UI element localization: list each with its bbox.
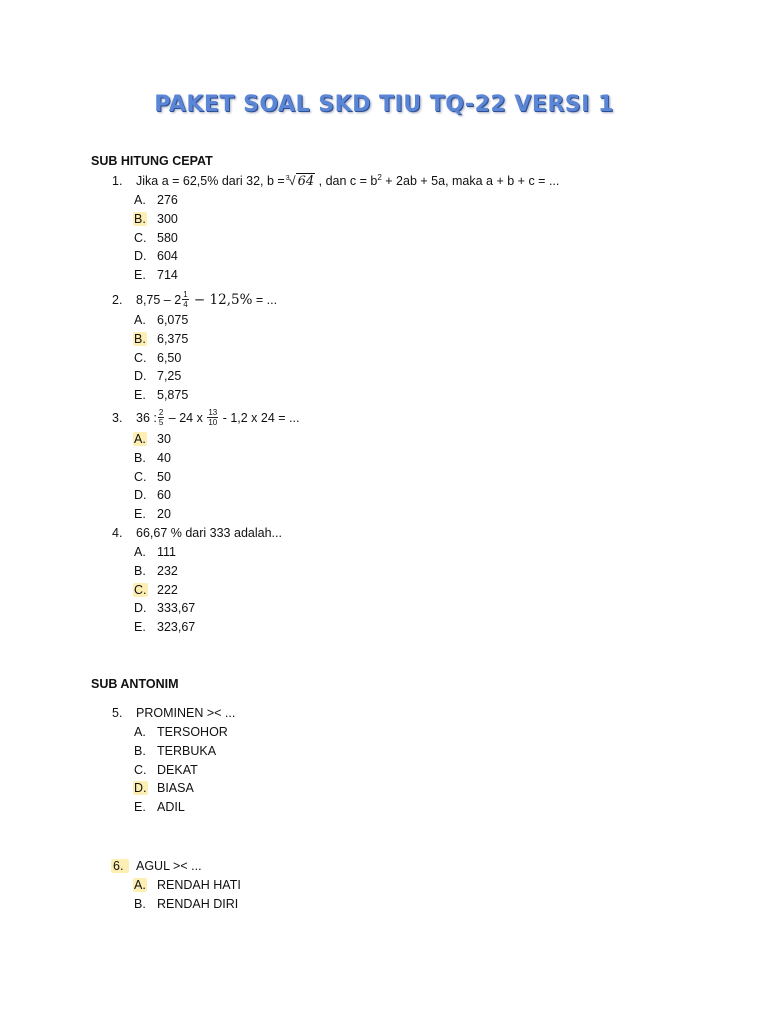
option-d[interactable] [134, 247, 672, 266]
option-value: ADIL [157, 800, 185, 815]
fraction [158, 408, 164, 427]
option-value: 333,67 [157, 601, 196, 616]
option-value: 30 [157, 432, 171, 446]
option-letter [134, 779, 157, 798]
question-3 [112, 407, 672, 524]
option-value: TERBUKA [157, 743, 217, 758]
option-c[interactable] [134, 761, 672, 780]
option-value: 6,50 [157, 350, 182, 365]
answer-highlight: B. [134, 211, 146, 226]
fraction-numerator: 13 [208, 408, 218, 418]
option-a[interactable] [134, 311, 672, 330]
option-letter: E. [134, 388, 146, 403]
fraction-denominator: 5 [158, 418, 164, 428]
question-number: 1. [112, 174, 123, 188]
question-number [112, 857, 136, 876]
option-value: 580 [157, 230, 178, 245]
option-value: 50 [157, 469, 171, 484]
option-letter [134, 581, 157, 600]
root-index: 3 [285, 175, 290, 182]
question-5 [112, 704, 672, 817]
question-6-stem [112, 857, 672, 876]
option-d[interactable] [134, 779, 672, 798]
fraction [182, 290, 188, 309]
option-value: 714 [157, 268, 178, 283]
option-d[interactable] [134, 367, 672, 386]
option-value: 323,67 [157, 620, 196, 635]
option-e[interactable] [134, 266, 672, 285]
option-a[interactable] [134, 430, 672, 449]
stem-part: = ... [252, 293, 278, 307]
option-letter: E. [134, 800, 146, 815]
option-letter [134, 330, 157, 349]
question-6 [112, 857, 672, 914]
option-b[interactable] [134, 742, 672, 761]
option-letter [134, 430, 157, 449]
root-argument: 64 [297, 174, 315, 189]
option-letter: A. [134, 313, 146, 327]
question-2-stem [112, 289, 672, 311]
option-letter [134, 876, 157, 895]
option-value: TERSOHOR [157, 725, 228, 739]
stem-part: 8,75 – 2 [136, 293, 182, 307]
option-value: 7,25 [157, 369, 182, 384]
stem-part: Jika a = 62,5% dari 32, b = [136, 174, 285, 188]
option-b[interactable] [134, 210, 672, 229]
option-value: BIASA [157, 781, 194, 796]
option-value: 111 [157, 545, 177, 559]
option-b[interactable] [134, 449, 672, 468]
stem-part: , dan c = b [318, 174, 378, 188]
stem-part: + 2ab + 5a, maka a + b + c = ... [381, 174, 560, 188]
fraction-numerator: 1 [183, 290, 188, 300]
option-letter: A. [134, 545, 146, 559]
question-text [136, 172, 559, 191]
question-number: 4. [112, 526, 123, 540]
option-letter: E. [134, 507, 146, 522]
section-heading-antonim: SUB ANTONIM [91, 677, 179, 691]
option-b[interactable] [134, 895, 672, 914]
question-number: 5. [112, 706, 123, 720]
question-4-stem [112, 524, 672, 543]
options-list [112, 543, 672, 637]
option-value: DEKAT [157, 762, 198, 777]
options-list [112, 876, 672, 914]
option-value: 20 [157, 507, 171, 522]
fraction-numerator: 2 [158, 408, 164, 418]
question-text [136, 289, 277, 311]
option-value: 232 [157, 563, 178, 578]
option-letter: B. [134, 563, 146, 578]
option-c[interactable] [134, 468, 672, 487]
question-3-stem [112, 407, 672, 430]
question-text: PROMINEN >< ... [136, 706, 236, 720]
stem-part: – 24 x [165, 411, 207, 425]
option-letter: B. [134, 743, 146, 758]
option-letter: C. [134, 762, 147, 777]
option-letter: A. [134, 725, 146, 739]
option-value: 276 [157, 193, 178, 207]
question-text [136, 407, 299, 430]
question-1 [112, 172, 672, 285]
answer-highlight: 6. [111, 859, 129, 873]
option-letter: C. [134, 230, 147, 245]
option-d[interactable] [134, 486, 672, 505]
section-heading-hitung-cepat: SUB HITUNG CEPAT [91, 154, 213, 168]
option-value: 40 [157, 450, 171, 465]
question-number: 2. [112, 293, 123, 307]
answer-highlight: D. [134, 781, 147, 796]
option-value: 60 [157, 488, 171, 503]
options-list [112, 311, 672, 405]
answer-highlight: B. [134, 331, 146, 346]
option-a[interactable] [134, 876, 672, 895]
option-letter: B. [134, 450, 146, 465]
option-e[interactable] [134, 618, 672, 637]
option-e[interactable] [134, 798, 672, 817]
option-b[interactable] [134, 562, 672, 581]
stem-part: 36 : [136, 411, 157, 425]
question-text: AGUL >< ... [136, 859, 202, 873]
question-5-stem [112, 704, 672, 723]
stem-part: − 12,5% [189, 292, 253, 308]
option-letter: E. [134, 268, 146, 283]
option-a[interactable] [134, 723, 672, 742]
question-4 [112, 524, 672, 637]
option-letter: D. [134, 249, 147, 264]
option-value: 5,875 [157, 388, 189, 403]
option-value: 300 [157, 211, 178, 226]
answer-highlight: C. [134, 582, 147, 597]
option-letter: E. [134, 620, 146, 635]
cube-root-expression: 3 √ 64 [289, 172, 315, 191]
option-a[interactable] [134, 191, 672, 210]
option-value: RENDAH DIRI [157, 896, 239, 911]
question-1-stem [112, 172, 672, 191]
answer-highlight: A. [134, 432, 146, 446]
option-letter: C. [134, 469, 147, 484]
option-letter: D. [134, 601, 147, 616]
stem-part: - 1,2 x 24 = ... [219, 411, 300, 425]
option-c[interactable] [134, 581, 672, 600]
option-d[interactable] [134, 599, 672, 618]
option-letter: C. [134, 350, 147, 365]
option-letter: A. [134, 193, 146, 207]
option-e[interactable] [134, 386, 672, 405]
options-list [112, 723, 672, 817]
fraction-denominator: 10 [208, 418, 218, 428]
fraction-denominator: 4 [183, 300, 188, 310]
option-b[interactable] [134, 330, 672, 349]
fraction [207, 408, 218, 427]
option-c[interactable] [134, 229, 672, 248]
page-title: PAKET SOAL SKD TIU TQ-22 VERSI 1 [154, 92, 614, 117]
question-2 [112, 289, 672, 405]
option-c[interactable] [134, 349, 672, 368]
exponent: 2 [377, 172, 382, 182]
answer-highlight: A. [134, 878, 146, 892]
option-value: 604 [157, 249, 178, 264]
option-letter: B. [134, 896, 146, 911]
option-value: 6,075 [157, 313, 189, 327]
option-letter: D. [134, 369, 147, 384]
question-text: 66,67 % dari 333 adalah... [136, 526, 282, 540]
option-value: 222 [157, 582, 178, 597]
option-letter: D. [134, 488, 147, 503]
option-letter [134, 210, 157, 229]
option-a[interactable] [134, 543, 672, 562]
option-value: 6,375 [157, 331, 189, 346]
option-value: RENDAH HATI [157, 878, 241, 892]
question-number: 3. [112, 411, 123, 425]
option-e[interactable] [134, 505, 672, 524]
options-list [112, 430, 672, 524]
options-list [112, 191, 672, 285]
